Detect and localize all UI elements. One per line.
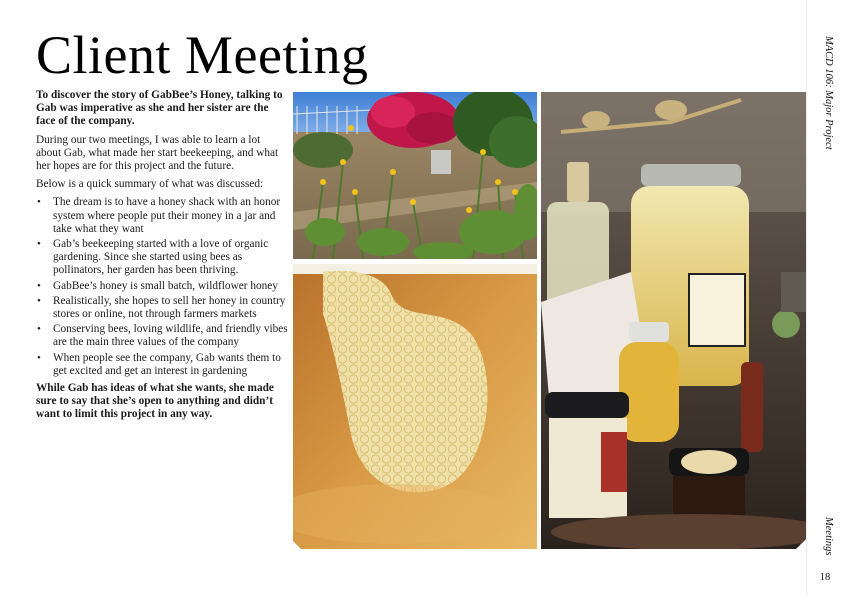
page-number: 18 xyxy=(819,572,831,583)
honeycomb-photo xyxy=(293,264,537,549)
list-item: • The dream is to have a honey shack with an honor system where people put their money in a jar and take what they want xyxy=(36,196,288,236)
running-head: MACD 106: Major Project xyxy=(823,36,834,150)
meetings-paragraph: During our two meetings, I was able to learn a lot about Gab, what made her start beekeeping, and what her hopes are for this project and the future. xyxy=(36,133,279,173)
list-item: • Gab’s beekeeping started with a love of organic gardening. Since she started using bees as pollinators, her garden has been thriving. xyxy=(36,238,288,278)
section-label: Meetings xyxy=(823,517,834,556)
garden-photo xyxy=(293,92,537,259)
body-text xyxy=(36,89,288,427)
list-item: • Realistically, she hopes to sell her honey in country stores or online, not through farmers markets xyxy=(36,295,288,321)
closing-paragraph: While Gab has ideas of what she wants, she made sure to say that she’s open to anything and didn’t want to limit this project in any way. xyxy=(36,382,274,421)
summary-list xyxy=(36,196,288,378)
list-item: • GabBee’s honey is small batch, wildflower honey xyxy=(36,280,288,293)
honey-display-photo xyxy=(541,92,806,549)
list-item: • When people see the company, Gab wants them to get excited and get an interest in gardening xyxy=(36,352,288,378)
intro-paragraph: To discover the story of GabBee’s Honey, talking to Gab was imperative as she and her sister are the face of the company. xyxy=(36,89,283,128)
summary-lead: Below is a quick summary of what was discussed: xyxy=(36,178,264,191)
list-item: • Conserving bees, loving wildlife, and friendly vibes are the main three values of the company xyxy=(36,323,288,349)
page-title: Client Meeting xyxy=(36,25,369,85)
